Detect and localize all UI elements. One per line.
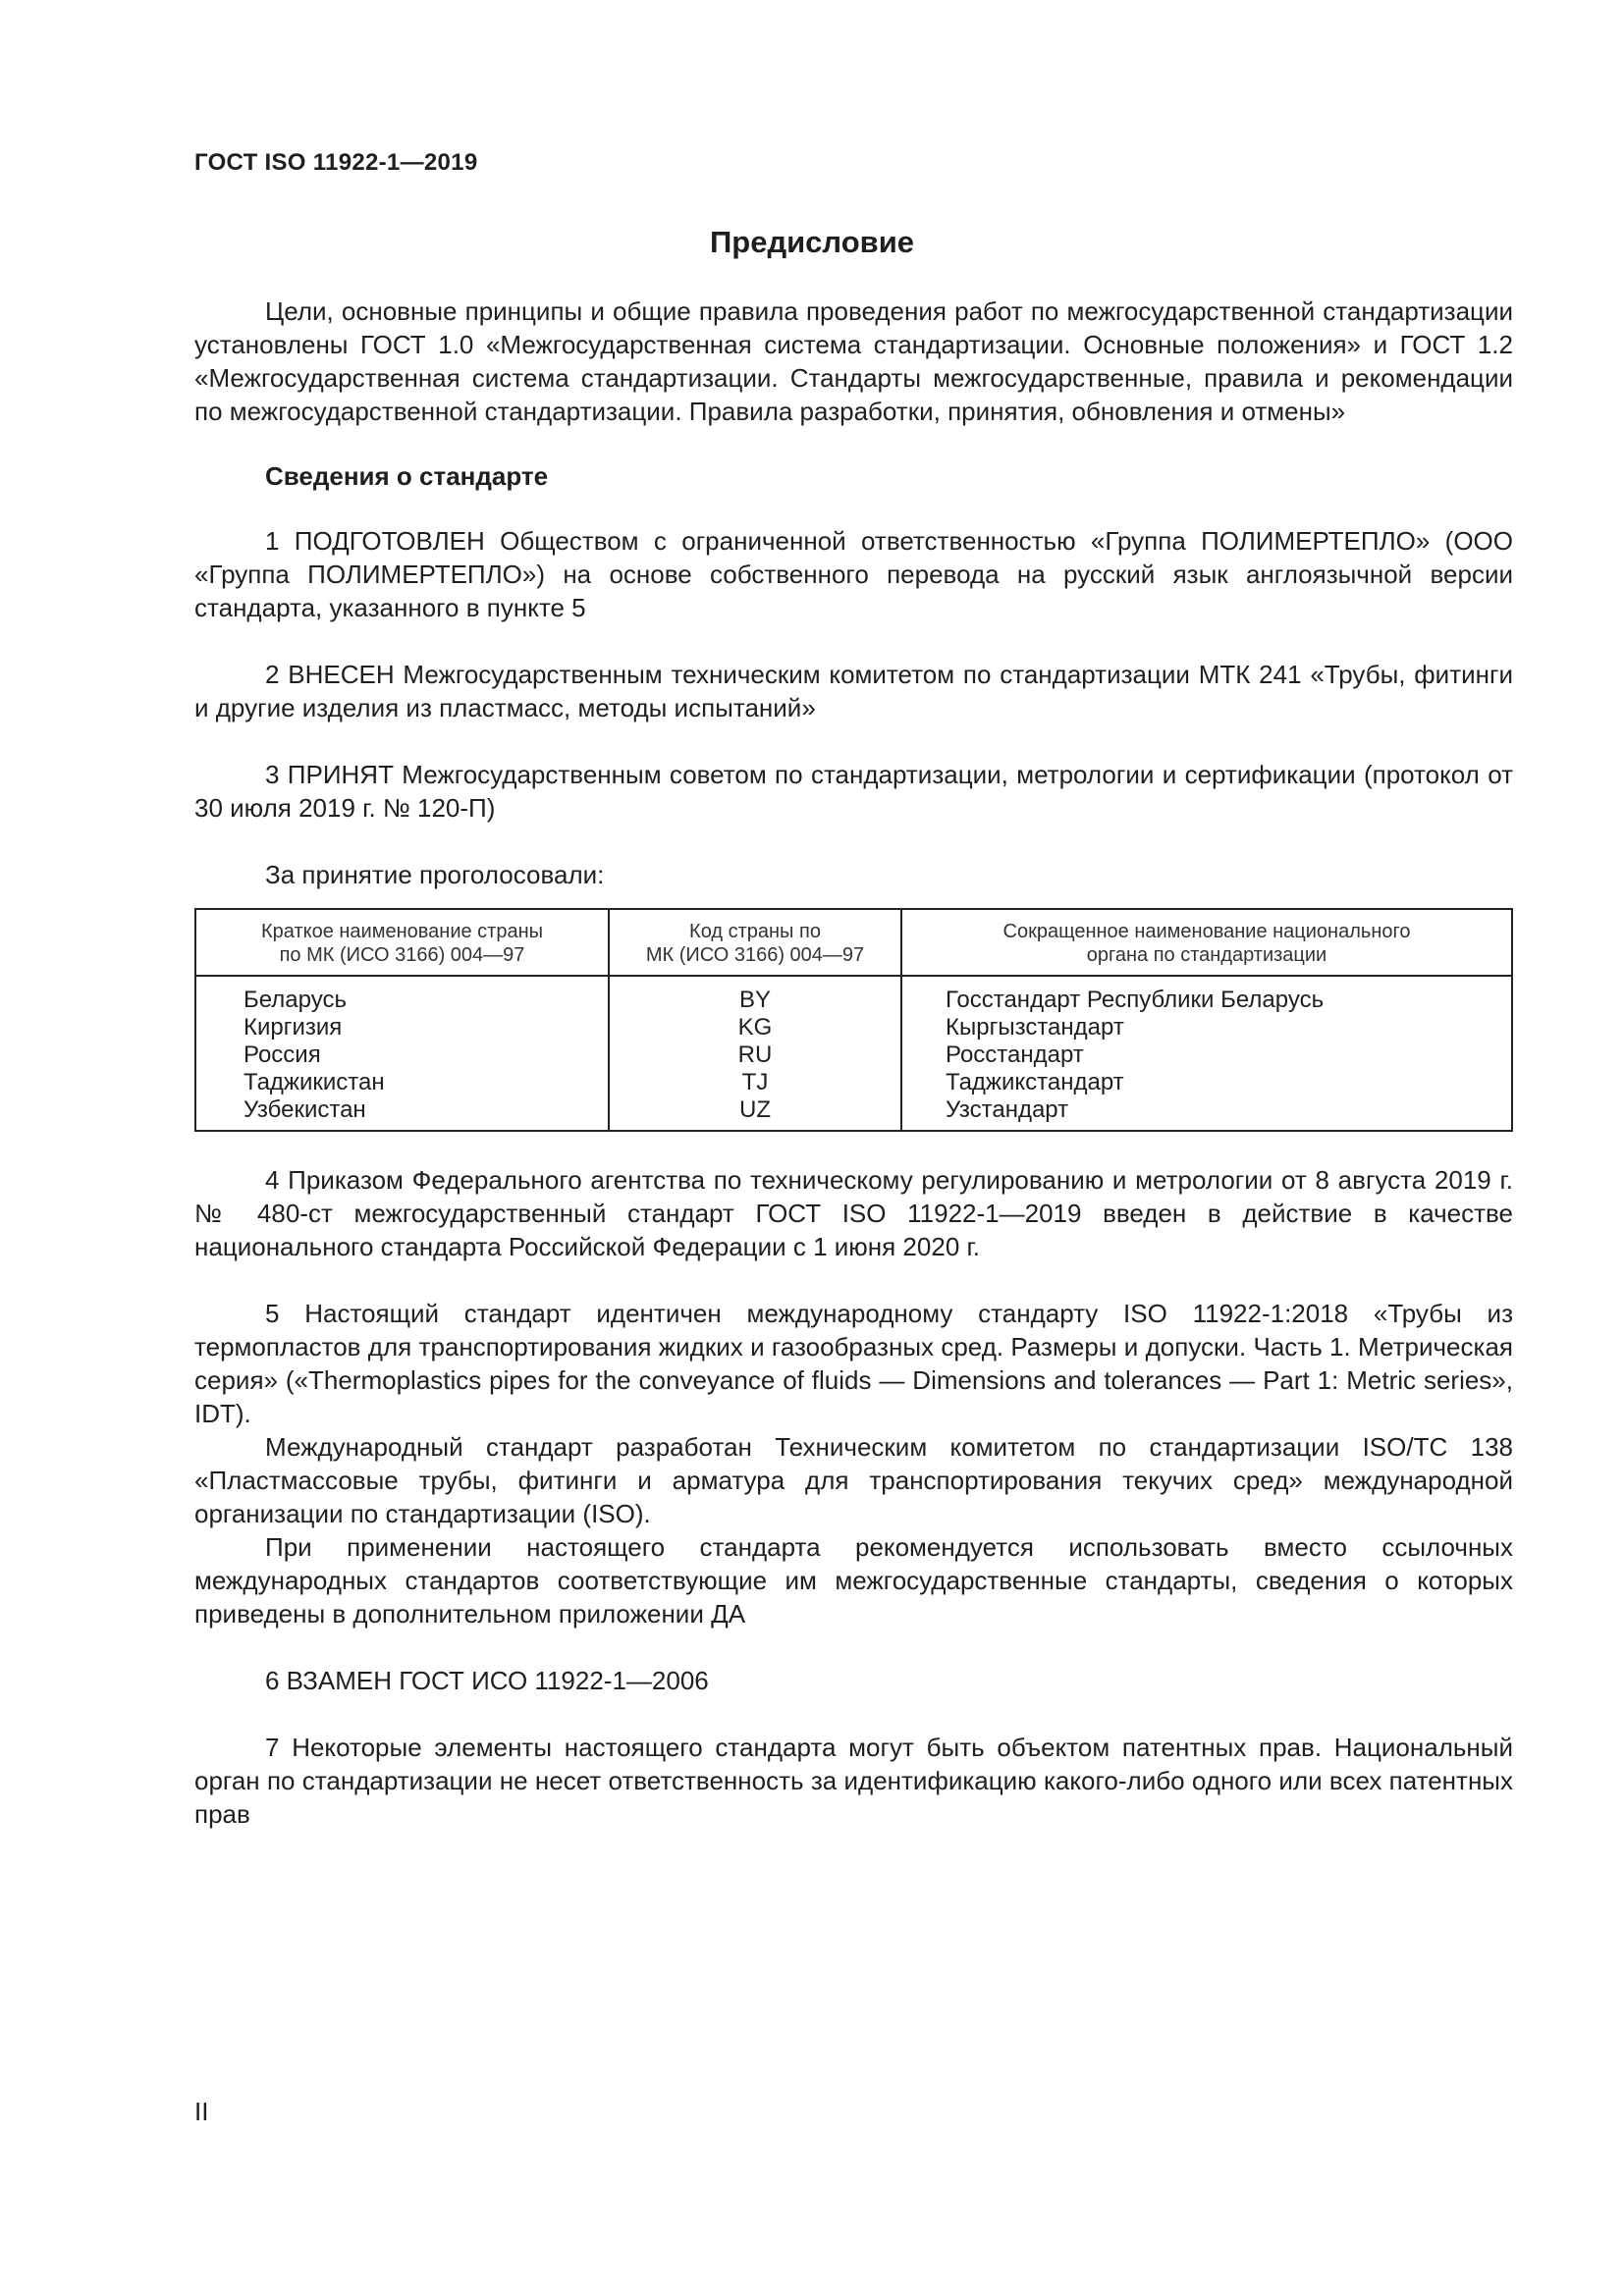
table-row — [195, 1096, 1512, 1131]
table-row — [195, 976, 1512, 1014]
country-name-cell: Беларусь — [195, 976, 609, 1014]
country-code-cell: UZ — [609, 1096, 901, 1131]
header-country-code: Код страны по МК (ИСО 3166) 004—97 — [609, 909, 901, 976]
foreword-body — [194, 294, 1513, 1831]
item-7-paragraph: 7 Некоторые элементы настоящего стандарта могут быть объектом патентных прав. Национальный орган по стандартизации не несет ответственность за идентификацию какого-либо одного или всех патентных прав — [194, 1733, 1513, 1829]
item-5-references-paragraph: При применении настоящего стандарта рекомендуется использовать вместо ссылочных международных стандартов соответствующие им межгосударственные стандарты, сведения о которых приведены в дополнительном приложении ДА — [194, 1532, 1513, 1629]
table-header-row — [195, 909, 1512, 976]
country-name-cell: Узбекистан — [195, 1096, 609, 1131]
item-6-paragraph: 6 ВЗАМЕН ГОСТ ИСО 11922-1—2006 — [265, 1666, 709, 1695]
country-code-cell: BY — [609, 976, 901, 1014]
item-2-paragraph: 2 ВНЕСЕН Межгосударственным техническим комитетом по стандартизации МТК 241 «Трубы, фитинги и другие изделия из пластмасс, методы испытаний» — [194, 660, 1513, 722]
header-standards-body: Сокращенное наименование национального органа по стандартизации — [901, 909, 1512, 976]
country-code-cell: TJ — [609, 1069, 901, 1096]
voting-countries-table — [194, 908, 1513, 1132]
item-5-paragraph: 5 Настоящий стандарт идентичен международному стандарту ISO 11922-1:2018 «Трубы из термопластов для транспортирования жидких и газообразных сред. Размеры и допуски. Часть 1. Метрическая серия» («Thermoplastics pipes for the conveyance of fluids — Dimensions and tolerances — Part 1: Metric series», IDT). — [194, 1299, 1513, 1428]
country-name-cell: Таджикистан — [195, 1069, 609, 1096]
standards-body-cell: Госстандарт Республики Беларусь — [901, 976, 1512, 1014]
vote-intro: За принятие проголосовали: — [265, 860, 605, 889]
standards-body-cell: Кыргызстандарт — [901, 1014, 1512, 1041]
page-title: Предисловие — [709, 225, 914, 259]
page-number: II — [194, 2097, 209, 2126]
header-country-name: Краткое наименование страны по МК (ИСО 3166) 004—97 — [195, 909, 609, 976]
document-id-header: ГОСТ ISO 11922-1—2019 — [194, 149, 478, 176]
country-code-cell: RU — [609, 1041, 901, 1069]
item-1-paragraph: 1 ПОДГОТОВЛЕН Обществом с ограниченной ответственностью «Группа ПОЛИМЕРТЕПЛО» (ООО «Группа ПОЛИМЕРТЕПЛО») на основе собственного перевода на русский язык англоязычной версии стандарта, указанного в пункте 5 — [194, 526, 1513, 622]
standards-body-cell: Узстандарт — [901, 1096, 1512, 1131]
item-5-iso-committee-paragraph: Международный стандарт разработан Техническим комитетом по стандартизации ISO/TC 138 «Пластмассовые трубы, фитинги и арматура для транспортирования текучих сред» международной организации по стандартизации (ISO). — [194, 1432, 1513, 1528]
standards-body-cell: Росстандарт — [901, 1041, 1512, 1069]
table-row — [195, 1069, 1512, 1096]
standards-body-cell: Таджикстандарт — [901, 1069, 1512, 1096]
country-code-cell: KG — [609, 1014, 901, 1041]
table-row — [195, 1041, 1512, 1069]
intro-paragraph: Цели, основные принципы и общие правила проведения работ по межгосударственной стандартизации установлены ГОСТ 1.0 «Межгосударственная система стандартизации. Основные положения» и ГОСТ 1.2 «Межгосударственная система стандартизации. Стандарты межгосударственные, правила и рекомендации по межгосударственной стандартизации. Правила разработки, принятия, обновления и отмены» — [194, 296, 1513, 426]
country-name-cell: Россия — [195, 1041, 609, 1069]
table-row — [195, 1014, 1512, 1041]
item-3-paragraph: 3 ПРИНЯТ Межгосударственным советом по стандартизации, метрологии и сертификации (протокол от 30 июля 2019 г. № 120-П) — [194, 760, 1513, 823]
item-4-paragraph: 4 Приказом Федерального агентства по техническому регулированию и метрологии от 8 августа 2019 г. № 480-ст межгосударственный стандарт ГОСТ ISO 11922-1—2019 введен в действие в качестве национального стандарта Российской Федерации с 1 июня 2020 г. — [194, 1165, 1513, 1261]
section-heading: Сведения о стандарте — [265, 461, 549, 491]
country-name-cell: Киргизия — [195, 1014, 609, 1041]
